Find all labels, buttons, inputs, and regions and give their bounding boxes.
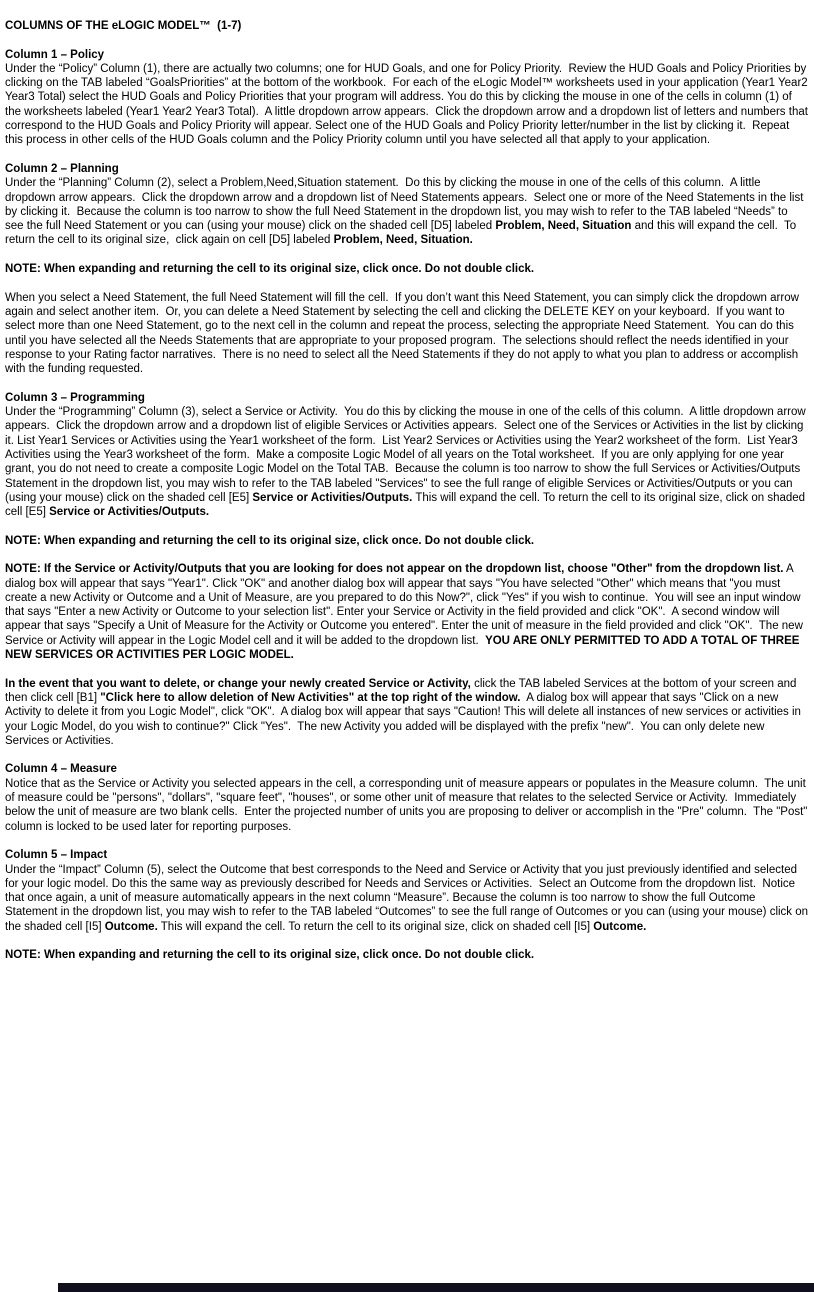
text-run: When you select a Need Statement, the full Need Statement will fill the cell. If you don’t want this Need Statement, you can simply click the dropdown arrow again and select another item. Or, you can delete a Need Statement by selecting the cell and clicking the DELETE KEY on your keyboard. If you want to select more than one Need Statement, go to the next cell in the column and repeat the process, selecting the appropriate Need Statement. You can do this until you have selected all the Needs Statements that are appropriate to your proposed program. The selections should reflect the needs identified in your response to your Rating factor narratives. There is no need to select all the Need Statements if they do not apply to what you plan to address or accomplish with the funding requested. — [5, 291, 803, 376]
text-run: YOU ARE ONLY PERMITTED TO ADD A TOTAL OF THREE NEW SERVICES OR ACTIVITIES PER LOGIC MODEL. — [5, 634, 803, 662]
text-run: NOTE: When expanding and returning the cell to its original size, click once. Do not double click. — [5, 949, 535, 962]
text-run: and this will expand the cell. To return the cell to its original size, click again on cell [D5] labeled — [5, 220, 800, 247]
text-run: Outcome. — [104, 920, 158, 933]
text-run: Under the “Planning” Column (2), select a Problem,Need,Situation statement. Do this by clicking the mouse in one of the cells of this column. A little dropdown arrow appears. Click the dropdown arrow and a dropdown list of Need Statements appears. Select one or more of the Need Statements in the list by clicking it. Because the column is too narrow to show the full Need Statement in the dropdown list, you may wish to refer to the TAB labeled “Needs” to see the full Need Statement or you can (using your mouse) click on the shaded cell [D5] labeled — [5, 177, 807, 233]
paragraph — [5, 262, 809, 276]
paragraph — [5, 534, 809, 548]
text-run: This will expand the cell. To return the cell to its original size, click on shaded cell [I5] — [157, 920, 594, 933]
paragraph — [5, 562, 809, 662]
paragraph — [5, 62, 812, 148]
document-title — [5, 19, 809, 33]
text-run: Service or Activities/Outputs. — [252, 491, 413, 504]
text-run: NOTE: When expanding and returning the cell to its original size, click once. Do not double click. — [5, 263, 535, 276]
text-run: A dialog box will appear that says "Year1". Click "OK" and another dialog box will appear that says "You have selected "Other" which means that "you must create a new Activity or Outcome and a Unit of Measure, are you prepared to do this Now?", click "Yes" if you wish to continue. You will see an input window that says "Enter a new Activity or Outcome to your selection list". Enter your Service or Activity in the field provided and click "OK". A second window will appear that says "Specify a Unit of Measure for the Activity or Outcome you entered". Enter the unit of measure in the field provided and click "OK". The new Service or Activity will appear in the Logic Model cell and it will be added to the dropdown list. — [5, 563, 807, 647]
text-run: Column 5 – Impact — [5, 849, 108, 862]
text-run: Under the “Policy” Column (1), there are actually two columns; one for HUD Goals, and one for Policy Priority. Review the HUD Goals and Policy Priorities by clicking on the TAB labeled “GoalsPriorities” at the bottom of the workbook. For each of the eLogic Model™ worksheets used in your application (Year1 Year2 Year3 Total) select the HUD Goals and Policy Priorities that your program will address. You do this by clicking the mouse in one of the cells in column (1) of the worksheets labeled (Year1 Year2 Year3 Total). A little dropdown arrow appears. Click the dropdown arrow and a dropdown list of letters and numbers that correspond to the HUD Goals and Policy Priority will appear. Select one of the HUD Goals and Policy Priority letter/number in the list by clicking it. Repeat this process in other cells of the HUD Goals column and the Policy Priority column until you have selected all that apply to your application. — [5, 62, 812, 147]
paragraph — [5, 176, 809, 247]
text-run: Under the “Impact” Column (5), select the Outcome that best corresponds to the Need and Service or Activity that you just previously identified and selected for your logic model. Do this the same way as previously described for Needs and Services or Activities. Select an Outcome from the dropdown list. Notice that once again, a unit of measure automatically appears in the next column “Measure”. Because the column is too narrow to show the full Outcome Statement in the dropdown list, you may wish to refer to the TAB labeled “Outcomes” to see the full range of Outcomes or you can (using your mouse) click on the shaded cell [I5] — [5, 863, 812, 933]
text-run: Problem, Need, Situation — [495, 220, 632, 233]
paragraph — [5, 677, 809, 748]
text-run: Column 1 – Policy — [5, 48, 105, 61]
text-run: In the event that you want to delete, or change your newly created Service or Activity, — [5, 677, 471, 690]
text-run: Outcome. — [593, 920, 647, 933]
section-heading — [5, 848, 809, 862]
text-run: NOTE: When expanding and returning the cell to its original size, click once. Do not double click. — [5, 534, 535, 547]
text-run: Column 4 – Measure — [5, 763, 117, 776]
paragraph — [5, 291, 809, 377]
text-run: Service or Activities/Outputs. — [49, 506, 210, 519]
text-run: Column 3 – Programming — [5, 391, 145, 404]
text-run: "Click here to allow deletion of New Activities" at the top right of the window. — [100, 691, 521, 704]
text-run: Under the “Programming” Column (3), select a Service or Activity. You do this by clicking the mouse in one of the cells of this column. A little dropdown arrow appears. Click the dropdown arrow and a dropdown list of eligible Services or Activities appears. Select one of the Services or Activities in the list by clicking it. List Year1 Services or Activities using the Year1 worksheet of the form. List Year2 Services or Activities using the Year2 worksheet of the form. List Year3 Activities using the Year3 worksheet of the form. Make a composite Logic Model of all years on the Total worksheet. If you are only applying for one year grant, you do not need to create a composite Logic Model on the Total TAB. Because the column is too narrow to show the full Services or Activities/Outputs Statement in the dropdown list, you may wish to refer to the TAB labeled "Services" to see the full range of eligible Services or Activities/Outputs or you can (using your mouse) click on the shaded cell [E5] — [5, 406, 809, 504]
text-run: This will expand the cell. To return the cell to its original size, click on shaded cell [E5] — [5, 491, 809, 519]
section-heading — [5, 48, 809, 62]
paragraph — [5, 405, 809, 519]
text-run: Problem, Need, Situation. — [333, 234, 473, 247]
text-run: NOTE: If the Service or Activity/Outputs that you are looking for does not appear on the dropdown list, choose "Other" from the dropdown list. — [5, 563, 784, 576]
text-run: click the TAB labeled Services at the bottom of your screen and then click cell [B1] — [5, 677, 800, 704]
text-run: A dialog box will appear that says "Click on a new Activity to delete it from you Logic Model", click "OK". A dialog box will appear that says "Caution! This will delete all instances of new services or activities in your Logic Model, do you wish to continue?" Click "Yes". The new Activity you added will be displayed with the prefix "new". You can only delete new Services or Activities. — [5, 691, 805, 747]
section-heading — [5, 762, 809, 776]
paragraph — [5, 777, 809, 834]
paragraph — [5, 863, 812, 934]
text-run: Notice that as the Service or Activity you selected appears in the cell, a corresponding unit of measure appears or populates in the Measure column. The unit of measure could be "persons", "dollars", "square feet", "houses", or some other unit of measure that relates to the selected Service or Activity. Immediately below the unit of measure are two blank cells. Enter the projected number of units you are proposing to deliver or accomplish in the "Pre" column. The "Post" column is locked to be used later for reporting purposes. — [5, 777, 811, 833]
section-heading — [5, 162, 809, 176]
text-run: Column 2 – Planning — [5, 162, 119, 175]
text-run: COLUMNS OF THE eLOGIC MODEL™ (1-7) — [5, 20, 242, 32]
taskbar-strip — [58, 1283, 814, 1292]
section-heading — [5, 391, 809, 405]
paragraph — [5, 948, 809, 962]
